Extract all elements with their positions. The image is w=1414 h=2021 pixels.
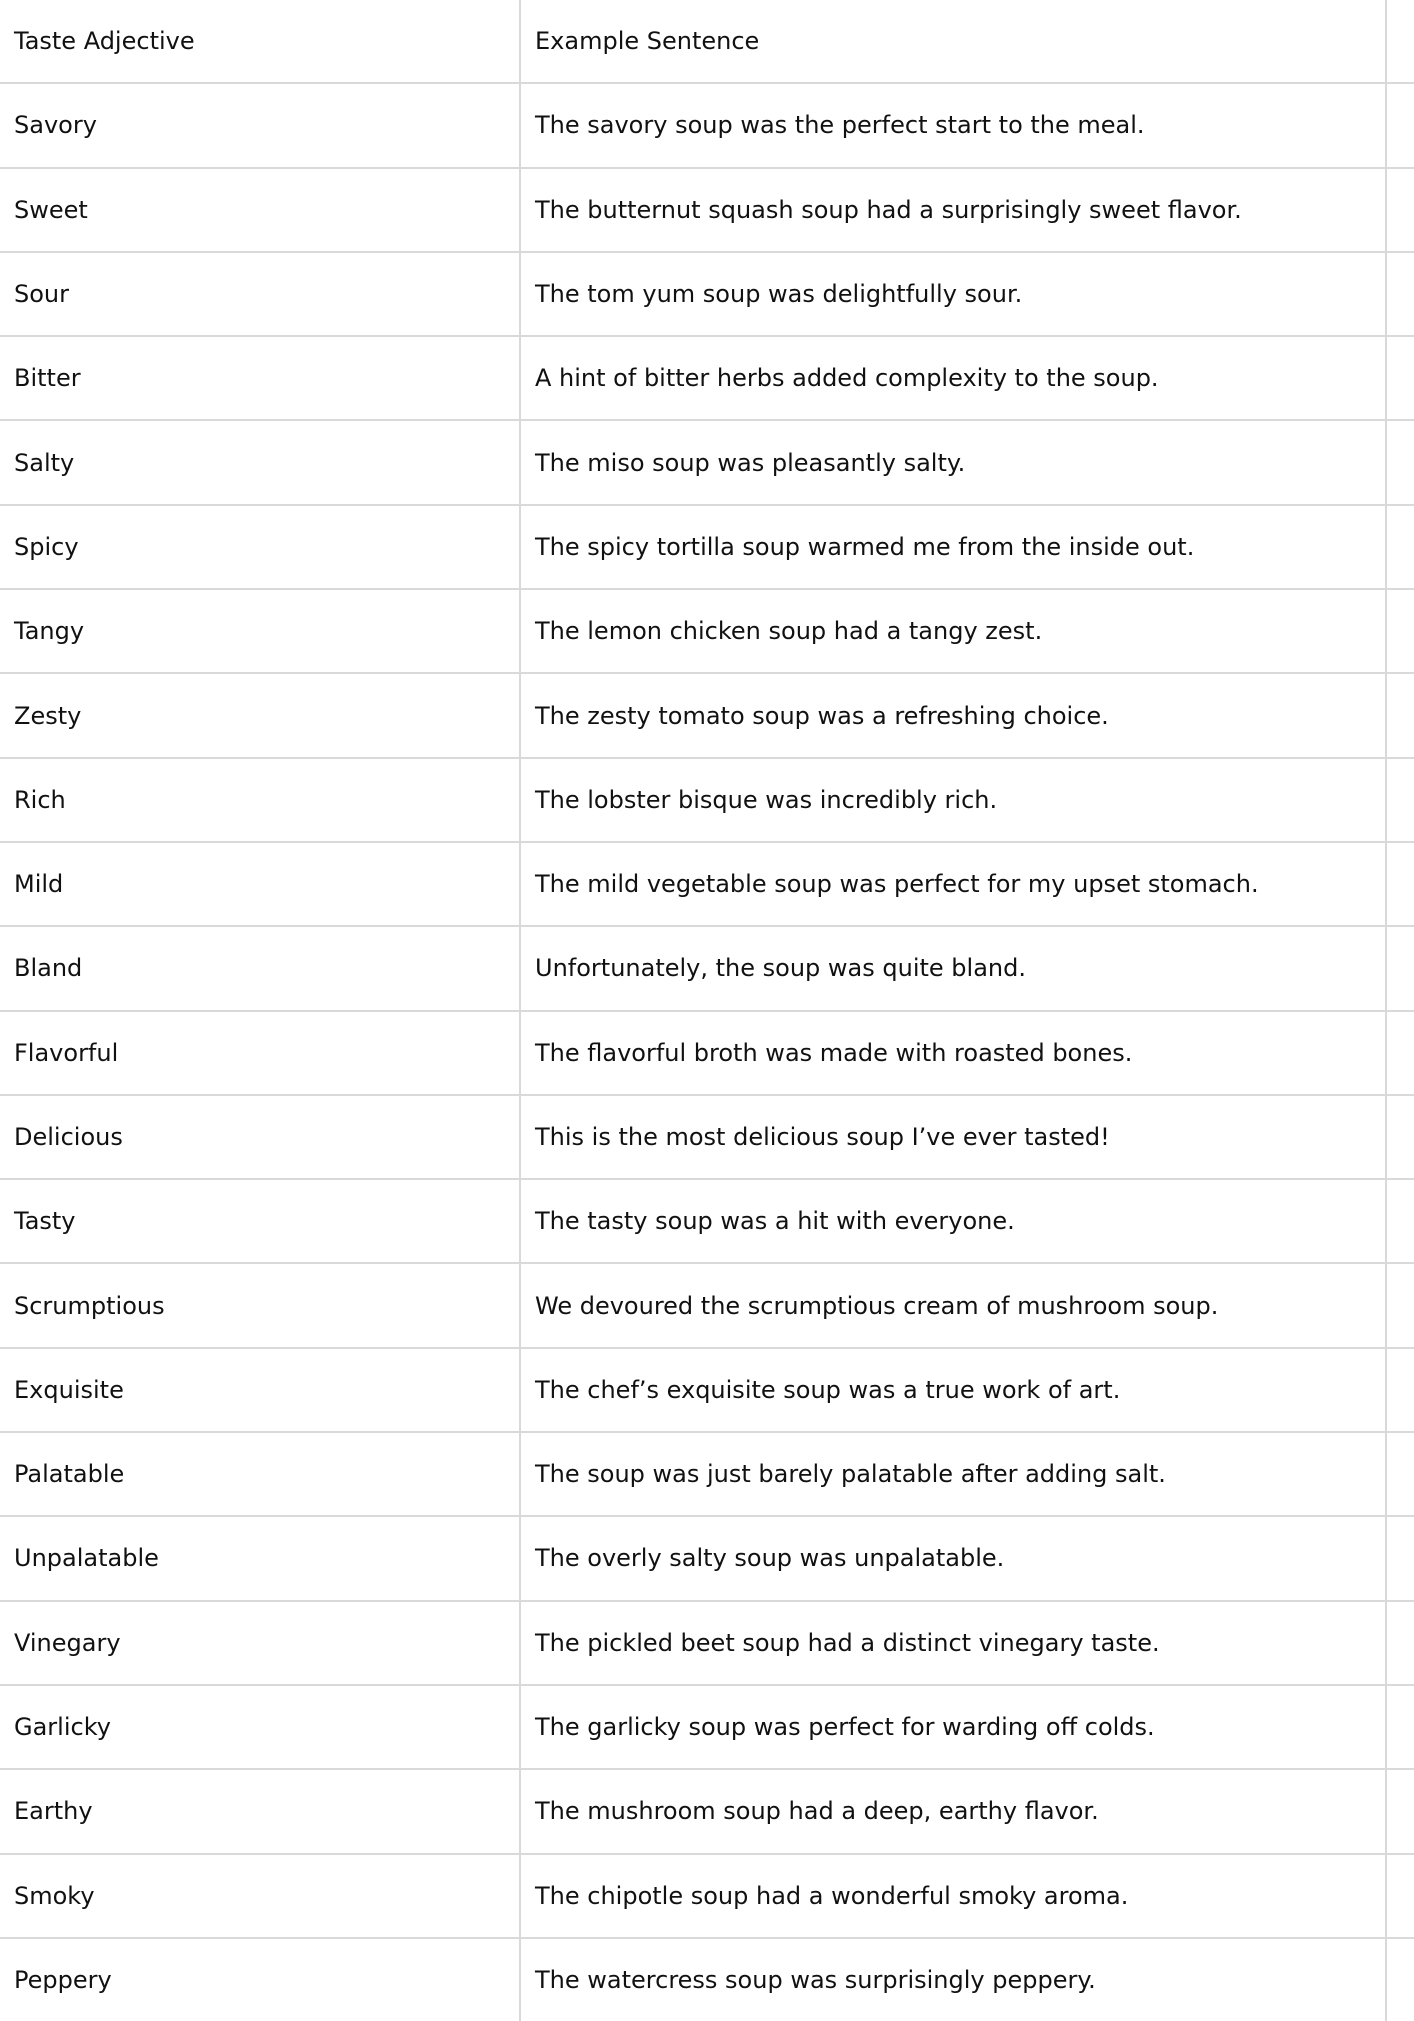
empty-cell: [1386, 1348, 1414, 1432]
table-row: [0, 1179, 1414, 1263]
table-row: [0, 1601, 1414, 1685]
table-row: [0, 758, 1414, 842]
cell-taste-adjective: Garlicky: [0, 1685, 520, 1769]
empty-cell: [1386, 168, 1414, 252]
cell-taste-adjective: Scrumptious: [0, 1263, 520, 1347]
cell-example-sentence: The savory soup was the perfect start to the meal.: [520, 83, 1386, 167]
cell-taste-adjective: Spicy: [0, 505, 520, 589]
cell-example-sentence: The spicy tortilla soup warmed me from the inside out.: [520, 505, 1386, 589]
table-row: [0, 1348, 1414, 1432]
table-row: [0, 673, 1414, 757]
empty-cell: [1386, 505, 1414, 589]
table-row: [0, 252, 1414, 336]
empty-cell: [1386, 1179, 1414, 1263]
empty-cell: [1386, 0, 1414, 83]
cell-example-sentence: The lobster bisque was incredibly rich.: [520, 758, 1386, 842]
cell-taste-adjective: Exquisite: [0, 1348, 520, 1432]
cell-example-sentence: The chef’s exquisite soup was a true work of art.: [520, 1348, 1386, 1432]
cell-taste-adjective: Smoky: [0, 1854, 520, 1938]
cell-example-sentence: The tom yum soup was delightfully sour.: [520, 252, 1386, 336]
table-row: [0, 1516, 1414, 1600]
table-row: [0, 1095, 1414, 1179]
table-row: [0, 1769, 1414, 1853]
cell-example-sentence: The miso soup was pleasantly salty.: [520, 420, 1386, 504]
cell-example-sentence: The butternut squash soup had a surprisingly sweet flavor.: [520, 168, 1386, 252]
table-row: [0, 1432, 1414, 1516]
cell-example-sentence: The soup was just barely palatable after adding salt.: [520, 1432, 1386, 1516]
header-taste-adjective: Taste Adjective: [0, 0, 520, 83]
empty-cell: [1386, 1769, 1414, 1853]
empty-cell: [1386, 1938, 1414, 2021]
empty-cell: [1386, 252, 1414, 336]
cell-taste-adjective: Zesty: [0, 673, 520, 757]
cell-taste-adjective: Unpalatable: [0, 1516, 520, 1600]
empty-cell: [1386, 420, 1414, 504]
empty-cell: [1386, 1685, 1414, 1769]
table-row: [0, 1263, 1414, 1347]
empty-cell: [1386, 842, 1414, 926]
cell-example-sentence: Unfortunately, the soup was quite bland.: [520, 926, 1386, 1010]
cell-taste-adjective: Mild: [0, 842, 520, 926]
table-row: [0, 842, 1414, 926]
cell-taste-adjective: Palatable: [0, 1432, 520, 1516]
cell-example-sentence: The lemon chicken soup had a tangy zest.: [520, 589, 1386, 673]
table-row: [0, 1685, 1414, 1769]
empty-cell: [1386, 1432, 1414, 1516]
empty-cell: [1386, 1516, 1414, 1600]
table-row: [0, 336, 1414, 420]
cell-taste-adjective: Rich: [0, 758, 520, 842]
cell-example-sentence: This is the most delicious soup I’ve ever tasted!: [520, 1095, 1386, 1179]
empty-cell: [1386, 1601, 1414, 1685]
cell-example-sentence: The flavorful broth was made with roasted bones.: [520, 1011, 1386, 1095]
empty-cell: [1386, 926, 1414, 1010]
cell-taste-adjective: Bland: [0, 926, 520, 1010]
cell-taste-adjective: Sweet: [0, 168, 520, 252]
cell-example-sentence: The zesty tomato soup was a refreshing choice.: [520, 673, 1386, 757]
empty-cell: [1386, 673, 1414, 757]
empty-cell: [1386, 1854, 1414, 1938]
table-row: [0, 1938, 1414, 2021]
cell-example-sentence: The mushroom soup had a deep, earthy flavor.: [520, 1769, 1386, 1853]
table-row: [0, 926, 1414, 1010]
table-row: [0, 420, 1414, 504]
cell-example-sentence: The mild vegetable soup was perfect for my upset stomach.: [520, 842, 1386, 926]
empty-cell: [1386, 336, 1414, 420]
table-row: [0, 589, 1414, 673]
cell-taste-adjective: Sour: [0, 252, 520, 336]
cell-taste-adjective: Flavorful: [0, 1011, 520, 1095]
empty-cell: [1386, 758, 1414, 842]
cell-example-sentence: The tasty soup was a hit with everyone.: [520, 1179, 1386, 1263]
cell-taste-adjective: Earthy: [0, 1769, 520, 1853]
cell-taste-adjective: Savory: [0, 83, 520, 167]
empty-cell: [1386, 1095, 1414, 1179]
table-row: [0, 505, 1414, 589]
cell-taste-adjective: Delicious: [0, 1095, 520, 1179]
cell-taste-adjective: Tangy: [0, 589, 520, 673]
cell-example-sentence: We devoured the scrumptious cream of mushroom soup.: [520, 1263, 1386, 1347]
table-row: [0, 168, 1414, 252]
cell-example-sentence: The pickled beet soup had a distinct vinegary taste.: [520, 1601, 1386, 1685]
cell-example-sentence: The watercress soup was surprisingly peppery.: [520, 1938, 1386, 2021]
cell-example-sentence: The overly salty soup was unpalatable.: [520, 1516, 1386, 1600]
table-row: [0, 1011, 1414, 1095]
cell-taste-adjective: Vinegary: [0, 1601, 520, 1685]
empty-cell: [1386, 1263, 1414, 1347]
cell-taste-adjective: Salty: [0, 420, 520, 504]
table-header-row: [0, 0, 1414, 83]
table-row: [0, 1854, 1414, 1938]
cell-example-sentence: A hint of bitter herbs added complexity to the soup.: [520, 336, 1386, 420]
cell-taste-adjective: Tasty: [0, 1179, 520, 1263]
header-example-sentence: Example Sentence: [520, 0, 1386, 83]
empty-cell: [1386, 83, 1414, 167]
cell-example-sentence: The garlicky soup was perfect for warding off colds.: [520, 1685, 1386, 1769]
table-row: [0, 83, 1414, 167]
empty-cell: [1386, 589, 1414, 673]
cell-example-sentence: The chipotle soup had a wonderful smoky aroma.: [520, 1854, 1386, 1938]
cell-taste-adjective: Peppery: [0, 1938, 520, 2021]
empty-cell: [1386, 1011, 1414, 1095]
cell-taste-adjective: Bitter: [0, 336, 520, 420]
